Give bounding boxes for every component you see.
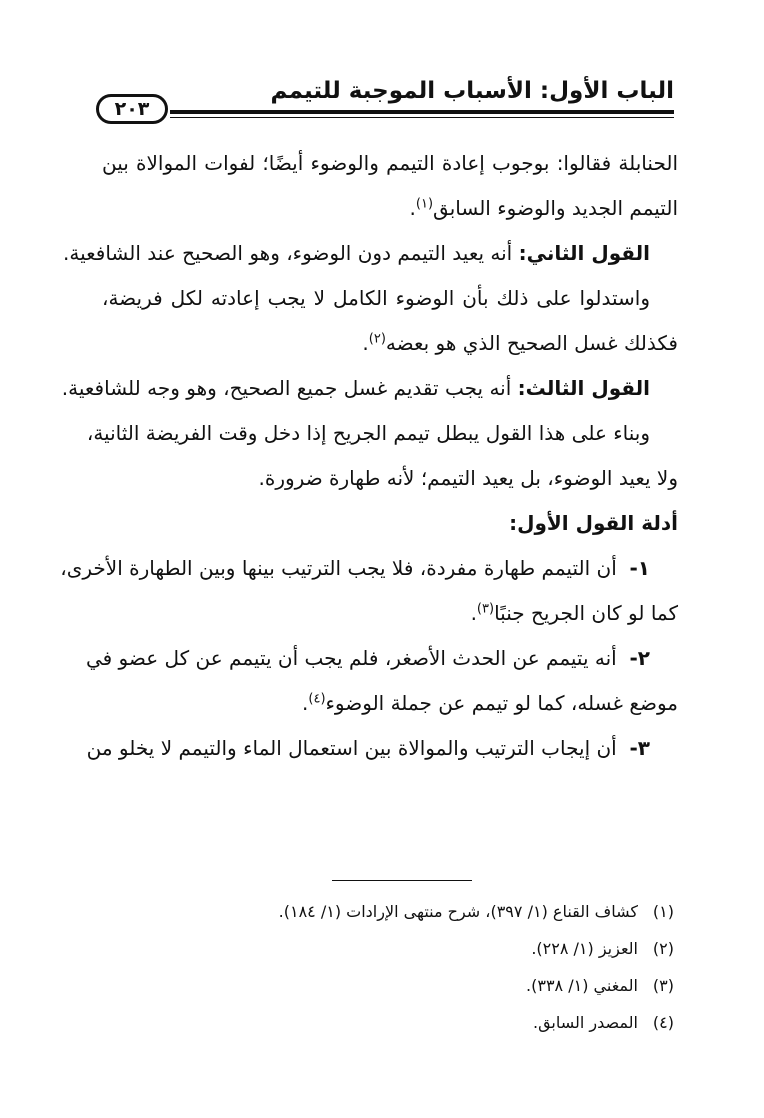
footnote-separator	[332, 880, 472, 881]
text-line	[102, 283, 678, 313]
text-run: كما لو كان الجريح جنبًا	[494, 601, 678, 625]
item-number: ٣-	[629, 736, 650, 760]
text-run: أن التيمم طهارة مفردة، فلا يجب الترتيب بينها وبين الطهارة الأخرى،	[60, 556, 617, 580]
chapter-title: الباب الأول: الأسباب الموجبة للتيمم	[270, 78, 674, 104]
footnote-text: كشاف القناع (١/ ٣٩٧)، شرح منتهى الإرادات (١/ ١٨٤).	[278, 902, 638, 921]
footnote-1	[102, 900, 678, 924]
text-line	[102, 328, 678, 358]
footnote-text: المصدر السابق.	[532, 1013, 638, 1032]
text-line	[102, 148, 678, 178]
opinion-label: القول الثاني:	[518, 241, 650, 265]
section-heading: أدلة القول الأول:	[509, 511, 678, 535]
text-line	[102, 463, 678, 493]
text-run: .	[409, 196, 416, 220]
paragraph-hanabila	[102, 148, 678, 223]
evidence-item-1	[60, 553, 678, 628]
text-run: .	[470, 601, 477, 625]
page-number-text: ٢٠٣	[114, 98, 150, 120]
footnote-number: (١)	[652, 902, 674, 921]
text-run: أنه يجب تقديم غسل جميع الصحيح، وهو وجه للشافعية.	[61, 376, 518, 400]
paragraph-third-opinion	[61, 373, 678, 403]
footnote-3	[102, 974, 678, 998]
header-rule-thick	[170, 110, 674, 114]
footnote-number: (٢)	[652, 939, 674, 958]
footnote-4	[102, 1011, 678, 1035]
footnote-2	[102, 937, 678, 961]
text-run: الحنابلة فقالوا: بوجوب إعادة التيمم والوضوء أيضًا؛ لفوات الموالاة بين	[102, 151, 678, 175]
page-number	[96, 94, 168, 124]
paragraph-evidence-second	[102, 283, 678, 358]
text-run: التيمم الجديد والوضوء السابق	[433, 196, 678, 220]
text-line	[85, 643, 678, 673]
paragraph-second-opinion	[63, 238, 678, 268]
text-run: .	[302, 691, 309, 715]
main-text	[60, 148, 678, 778]
text-run: موضع غسله، كما لو تيمم عن جملة الوضوء	[325, 691, 678, 715]
text-run: أنه يعيد التيمم دون الوضوء، وهو الصحيح عند الشافعية.	[63, 241, 519, 265]
item-number: ١-	[629, 556, 650, 580]
text-run: أنه يتيمم عن الحدث الأصغر، فلم يجب أن يتيمم عن كل عضو في	[85, 646, 617, 670]
text-run: واستدلوا على ذلك بأن الوضوء الكامل لا يجب إعادته لكل فريضة،	[102, 286, 650, 310]
footnote-ref: (١)	[415, 196, 434, 212]
text-run: .	[362, 331, 369, 355]
footnote-ref: (٣)	[476, 601, 495, 617]
footnote-ref: (٤)	[308, 691, 326, 707]
opinion-label: القول الثالث:	[517, 376, 650, 400]
evidence-item-2	[85, 643, 678, 718]
footnotes	[102, 900, 678, 1048]
evidence-item-3	[86, 733, 678, 763]
text-run: فكذلك غسل الصحيح الذي هو بعضه	[385, 331, 678, 355]
footnote-number: (٣)	[652, 976, 674, 995]
text-run: ولا يعيد الوضوء، بل يعيد التيمم؛ لأنه طهارة ضرورة.	[258, 466, 678, 490]
text-run: أن إيجاب الترتيب والموالاة بين استعمال الماء والتيمم لا يخلو من	[86, 736, 617, 760]
footnote-text: المغني (١/ ٣٣٨).	[526, 976, 638, 995]
footnote-number: (٤)	[652, 1013, 674, 1032]
text-line	[60, 553, 678, 583]
header-rule-thin	[170, 117, 674, 118]
page-header	[96, 78, 674, 122]
footnote-ref: (٢)	[368, 331, 386, 347]
text-line	[102, 688, 678, 718]
paragraph-consequence	[86, 418, 678, 493]
text-run: وبناء على هذا القول يبطل تيمم الجريح إذا دخل وقت الفريضة الثانية،	[86, 421, 650, 445]
text-line	[102, 598, 678, 628]
text-line	[86, 418, 678, 448]
footnote-text: العزيز (١/ ٢٢٨).	[531, 939, 638, 958]
text-line	[102, 193, 678, 223]
text-line	[86, 733, 678, 763]
item-number: ٢-	[629, 646, 650, 670]
text-line	[63, 238, 650, 268]
text-line	[61, 373, 650, 403]
